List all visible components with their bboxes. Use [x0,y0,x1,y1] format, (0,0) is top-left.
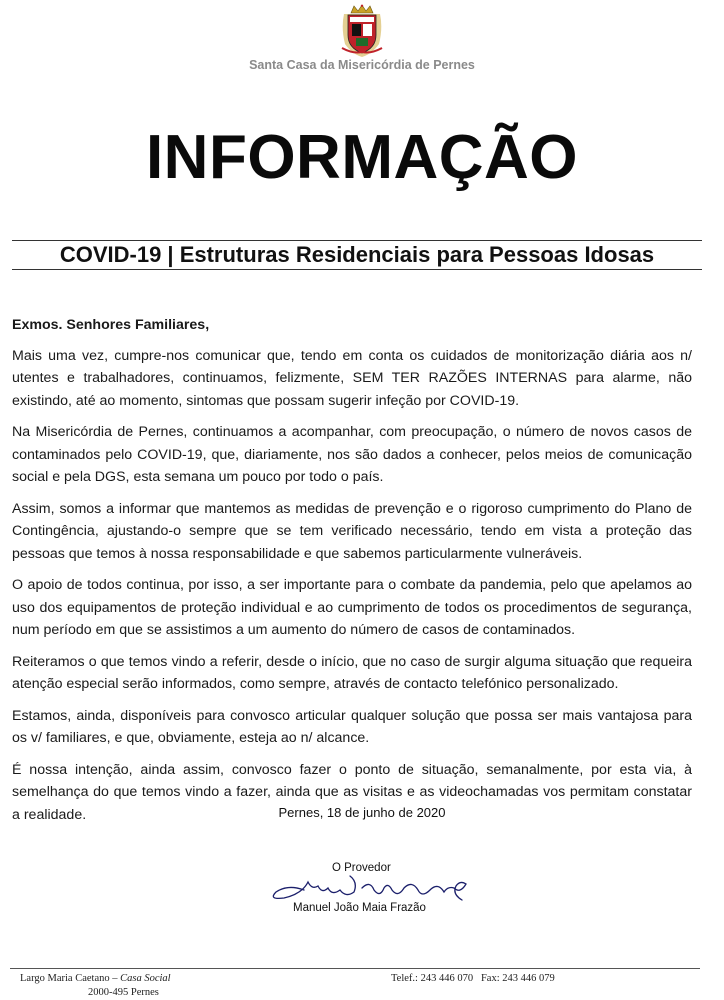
crown-icon [351,5,373,13]
paragraph: O apoio de todos continua, por isso, a ser importante para o combate da pandemia, pelo que apelamos ao uso dos equipamentos de proteção individual e ao cumprimento de todos os procedimentos de segurança, num período em que se assistimos a um aumento do número de casos de contaminados. [12,577,692,638]
footer-phone: Telef.: 243 446 070 Fax: 243 446 079 [391,973,555,984]
salutation: Exmos. Senhores Familiares, [12,317,210,333]
footer-postal: 2000-495 Pernes [88,987,159,998]
paragraph: Reiteramos o que temos vindo a referir, desde o início, que no caso de surgir alguma situação que requeira atenção especial serão informados, como sempre, através de contacto telefónico personalizado. [12,653,692,692]
coat-of-arms-icon [337,4,387,58]
footer-street: Largo Maria Caetano – [20,973,121,984]
signatory-name: Manuel João Maia Frazão [293,902,426,914]
paragraph: É nossa intenção, ainda assim, convosco fazer o ponto de situação, semanalmente, por esta via, à semelhança do que temos vindo a fazer, ainda que as visitas e as videochamadas vos permitam constatar a realidade. [12,761,692,823]
letter-date: Pernes, 18 de junho de 2020 [278,805,446,820]
letter-body [12,314,692,835]
paragraph: Na Misericórdia de Pernes, continuamos a acompanhar, com preocupação, o número de novos casos de contaminados pelo COVID-19, que, diariamente, nos são dados a conhecer, pelos meios de comunicação social e pela DGS, esta semana um pouco por todo o país. [12,424,692,485]
footer-divider [10,968,700,969]
organization-name: Santa Casa da Misericórdia de Pernes [249,58,475,72]
footer-place: Casa Social [120,973,171,984]
signatory-role: O Provedor [332,862,391,874]
paragraph: Estamos, ainda, disponíveis para convosco articular qualquer solução que possa ser mais vantajosa para os v/ familiares, e que, obviamente, esteja ao n/ alcance. [12,707,692,746]
document-subtitle: COVID-19 | Estruturas Residenciais para Pessoas Idosas [12,240,702,270]
footer-address [20,972,270,1000]
paragraph: Mais uma vez, cumpre-nos comunicar que, tendo em conta os cuidados de monitorização diária aos n/ utentes e trabalhadores, continuamos, felizmente, SEM TER RAZÕES INTERNAS para alarme, não existindo, até ao momento, sintomas que possam sugerir infeção por COVID-19. [12,347,692,409]
document-title: INFORMAÇÃO [145,123,579,192]
paragraph: Assim, somos a informar que mantemos as medidas de prevenção e o rigoroso cumprimento do Plano de Contingência, ajustando-o sempre que se tem verificado necessário, tendo em vista a proteção das pessoas que temos à nossa responsabilidade e que sabemos particularmente vulneráveis. [12,500,692,562]
